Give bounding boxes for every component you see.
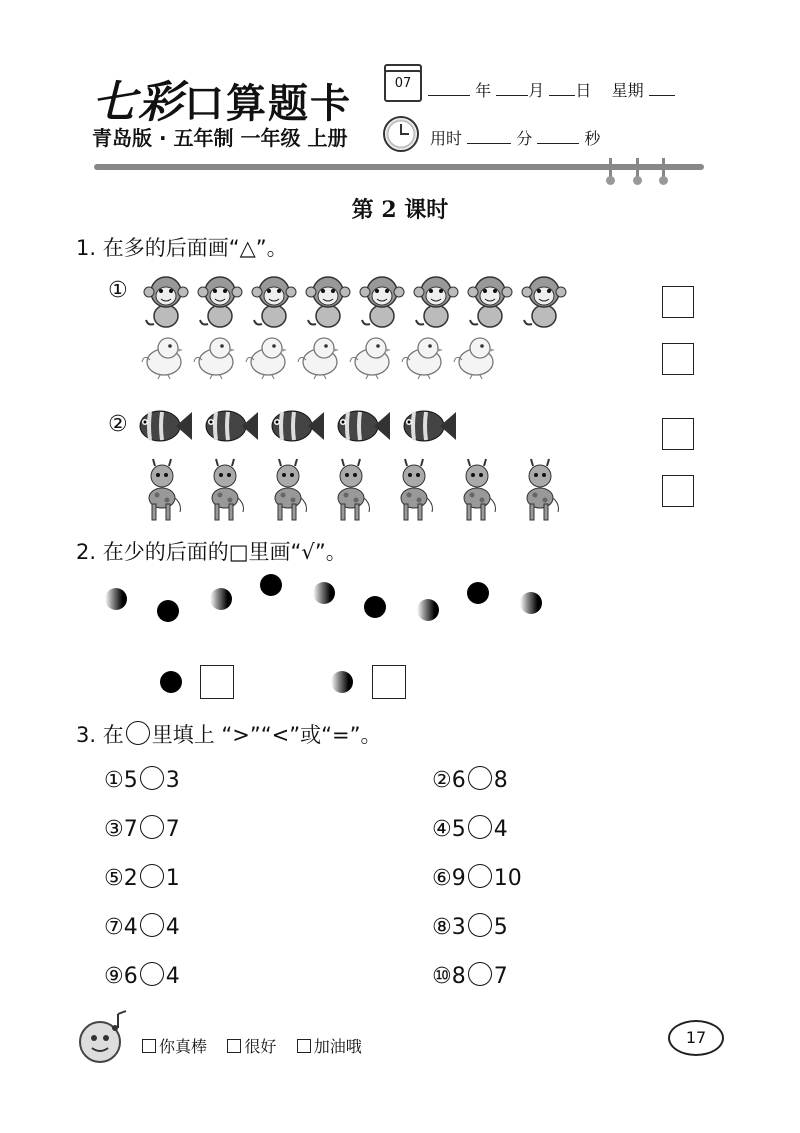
day-label: 日 xyxy=(575,81,592,100)
q1-answer-box-chicks[interactable] xyxy=(662,343,694,375)
comparison-left-value: 9 xyxy=(451,866,466,891)
minute-label: 分 xyxy=(516,129,533,148)
comparison-right-value: 7 xyxy=(165,817,180,842)
edition-label: 青岛版 · 五年制 一年级 上册 xyxy=(92,126,348,150)
comparison-item xyxy=(432,766,508,793)
answer-circle[interactable] xyxy=(468,913,492,937)
comparison-marker: ⑦ xyxy=(104,915,124,940)
comparison-right-value: 1 xyxy=(165,866,180,891)
monkey-icon xyxy=(302,268,354,334)
comparison-right-value: 4 xyxy=(165,915,180,940)
lesson-title: 第 2 课时 xyxy=(351,197,449,223)
q1-answer-box-giraffes[interactable] xyxy=(662,475,694,507)
answer-circle[interactable] xyxy=(468,864,492,888)
minute-blank[interactable] xyxy=(467,129,511,144)
giraffe-icon xyxy=(516,458,566,528)
full-ball-icon xyxy=(467,582,489,604)
monkey-icon xyxy=(248,268,300,334)
brand-logo xyxy=(92,66,352,130)
answer-circle[interactable] xyxy=(140,815,164,839)
giraffe-icon xyxy=(390,458,440,528)
chick-icon xyxy=(294,332,344,384)
year-label: 年 xyxy=(475,81,492,100)
comparison-marker: ⑤ xyxy=(104,866,124,891)
comparison-left-value: 3 xyxy=(451,915,466,940)
time-used-label: 用时 xyxy=(430,129,463,148)
comparison-left-value: 4 xyxy=(123,915,138,940)
answer-circle[interactable] xyxy=(468,815,492,839)
comparison-item xyxy=(432,962,508,989)
comparison-item xyxy=(432,815,508,842)
answer-circle[interactable] xyxy=(140,766,164,790)
answer-circle[interactable] xyxy=(140,962,164,986)
answer-circle[interactable] xyxy=(468,766,492,790)
comparison-right-value: 7 xyxy=(493,964,508,989)
answer-circle[interactable] xyxy=(140,864,164,888)
comparison-item xyxy=(432,864,522,891)
rating-label-great: 你真棒 xyxy=(159,1037,208,1056)
chick-icon xyxy=(398,332,448,384)
half-ball-icon xyxy=(331,671,353,693)
answer-circle[interactable] xyxy=(140,913,164,937)
mascot-image xyxy=(70,1004,136,1070)
rating-label-keep-going: 加油哦 xyxy=(313,1037,362,1056)
comparison-right-value: 5 xyxy=(493,915,508,940)
half-ball-icon xyxy=(105,588,127,610)
half-ball-icon xyxy=(520,592,542,614)
q2-prompt: 2. 在少的后面的□里画“√”。 xyxy=(76,540,347,564)
q1-answer-box-fish[interactable] xyxy=(662,418,694,450)
circle-icon xyxy=(126,721,150,745)
q1-answer-box-monkeys[interactable] xyxy=(662,286,694,318)
calendar-icon xyxy=(384,70,422,102)
monkey-icon xyxy=(518,268,570,334)
q3-prompt-b: 里填上 “>”“<”或“=”。 xyxy=(151,723,382,747)
header-divider xyxy=(94,164,704,170)
comparison-item xyxy=(104,864,180,891)
fish-icon xyxy=(268,404,326,452)
chick-icon xyxy=(450,332,500,384)
page-number: 17 xyxy=(668,1020,724,1056)
date-fields xyxy=(428,78,675,101)
divider-pin-icon xyxy=(662,158,665,178)
comparison-item xyxy=(104,962,180,989)
divider-pin-icon xyxy=(636,158,639,178)
weekday-blank[interactable] xyxy=(649,81,675,96)
brand-qi: 七彩 xyxy=(92,77,184,128)
comparison-left-value: 5 xyxy=(123,768,138,793)
comparison-marker: ⑨ xyxy=(104,964,124,989)
comparison-left-value: 8 xyxy=(451,964,466,989)
comparison-right-value: 4 xyxy=(165,964,180,989)
q1-part1-marker: ① xyxy=(108,278,128,303)
month-label: 月 xyxy=(528,81,545,100)
rating-checkbox[interactable] xyxy=(142,1039,156,1053)
monkey-icon xyxy=(464,268,516,334)
year-blank[interactable] xyxy=(428,81,470,96)
q1-part2-marker: ② xyxy=(108,412,128,437)
chick-icon xyxy=(242,332,292,384)
chick-icon xyxy=(138,332,188,384)
weekday-label: 星期 xyxy=(611,81,644,100)
comparison-marker: ⑧ xyxy=(432,915,452,940)
giraffe-icon xyxy=(201,458,251,528)
fish-icon xyxy=(400,404,458,452)
fish-icon xyxy=(202,404,260,452)
comparison-right-value: 8 xyxy=(493,768,508,793)
half-ball-icon xyxy=(210,588,232,610)
full-ball-icon xyxy=(364,596,386,618)
rating-checkbox[interactable] xyxy=(227,1039,241,1053)
monkey-icon xyxy=(356,268,408,334)
second-label: 秒 xyxy=(584,129,601,148)
comparison-item xyxy=(104,815,180,842)
monkey-icon xyxy=(410,268,462,334)
giraffe-icon xyxy=(138,458,188,528)
rating-label-good: 很好 xyxy=(244,1037,277,1056)
half-ball-icon xyxy=(313,582,335,604)
full-ball-icon xyxy=(260,574,282,596)
comparison-right-value: 3 xyxy=(165,768,180,793)
half-ball-icon xyxy=(417,599,439,621)
monkey-icon xyxy=(140,268,192,334)
q2-answer-box-full[interactable] xyxy=(200,665,234,699)
rating-options xyxy=(142,1034,362,1057)
comparison-left-value: 7 xyxy=(123,817,138,842)
comparison-item xyxy=(104,766,180,793)
fish-icon xyxy=(334,404,392,452)
chick-icon xyxy=(190,332,240,384)
second-blank[interactable] xyxy=(537,129,579,144)
full-ball-icon xyxy=(157,600,179,622)
comparison-marker: ① xyxy=(104,768,124,793)
q2-answer-box-half[interactable] xyxy=(372,665,406,699)
chick-icon xyxy=(346,332,396,384)
comparison-item xyxy=(104,913,180,940)
q3-prompt xyxy=(76,719,381,749)
giraffe-icon xyxy=(453,458,503,528)
q1-prompt: 1. 在多的后面画“△”。 xyxy=(76,236,288,260)
comparison-marker: ③ xyxy=(104,817,124,842)
comparison-right-value: 10 xyxy=(493,866,522,891)
comparison-marker: ② xyxy=(432,768,452,793)
day-blank[interactable] xyxy=(549,81,575,96)
comparison-marker: ⑥ xyxy=(432,866,452,891)
giraffe-icon xyxy=(327,458,377,528)
comparison-marker: ⑩ xyxy=(432,964,452,989)
divider-pin-icon xyxy=(609,158,612,178)
full-ball-icon xyxy=(160,671,182,693)
fish-icon xyxy=(136,404,194,452)
comparison-right-value: 4 xyxy=(493,817,508,842)
comparison-left-value: 6 xyxy=(451,768,466,793)
comparison-left-value: 6 xyxy=(123,964,138,989)
monkey-icon xyxy=(194,268,246,334)
giraffe-icon xyxy=(264,458,314,528)
comparison-item xyxy=(432,913,508,940)
answer-circle[interactable] xyxy=(468,962,492,986)
time-fields xyxy=(430,126,600,149)
comparison-left-value: 2 xyxy=(123,866,138,891)
clock-icon xyxy=(383,116,419,152)
rating-checkbox[interactable] xyxy=(297,1039,311,1053)
comparison-marker: ④ xyxy=(432,817,452,842)
comparison-left-value: 5 xyxy=(451,817,466,842)
month-blank[interactable] xyxy=(496,81,528,96)
calendar-day: 07 xyxy=(394,76,412,91)
brand-title: 口算题卡 xyxy=(184,80,352,127)
q3-prompt-a: 3. 在 xyxy=(76,723,124,747)
